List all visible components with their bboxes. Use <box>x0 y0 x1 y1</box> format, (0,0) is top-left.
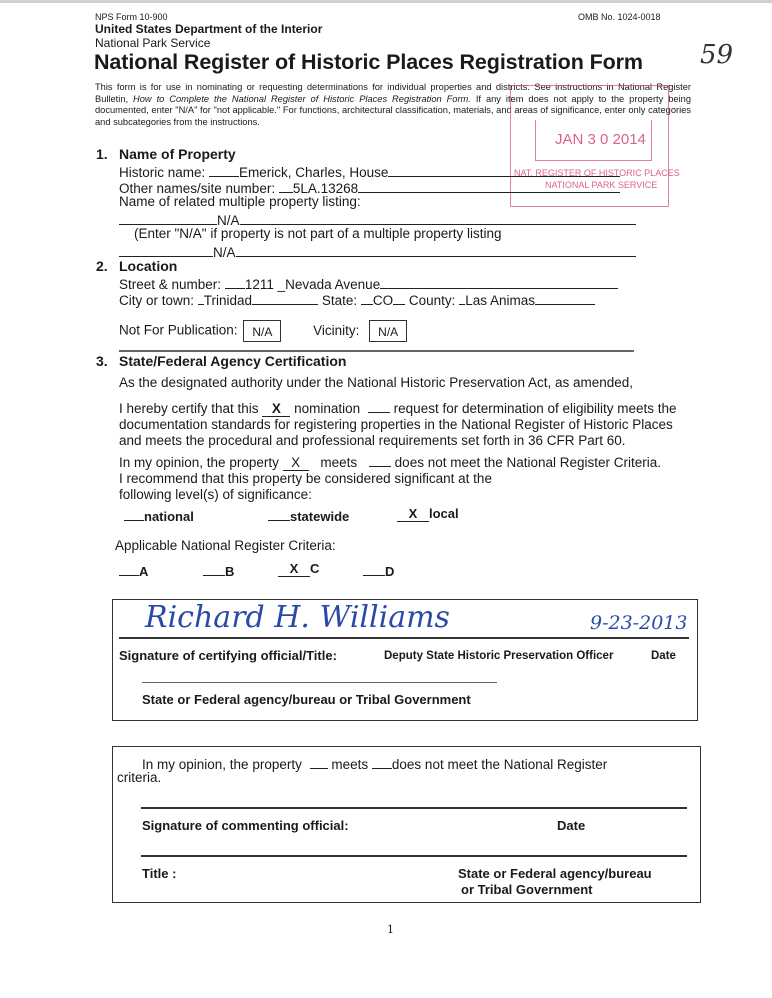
criteria-label: Applicable National Register Criteria: <box>115 538 336 553</box>
blank <box>535 290 595 305</box>
certifying-agency-label: State or Federal agency/bureau or Tribal Government <box>142 692 471 707</box>
commenting-criteria: criteria. <box>117 770 162 785</box>
criterion-a[interactable] <box>119 561 148 579</box>
state-label: State: <box>321 293 358 308</box>
criterion-c[interactable] <box>278 561 319 577</box>
related-listing-label: Name of related multiple property listing: <box>119 194 361 209</box>
level-statewide[interactable] <box>268 506 349 524</box>
request-determination-checkbox[interactable] <box>368 398 390 413</box>
county-value[interactable]: Las Animas <box>465 293 535 308</box>
stamp-line-2: NATIONAL PARK SERVICE <box>545 180 658 190</box>
signature-line <box>119 637 689 639</box>
blank <box>209 162 239 177</box>
vicinity-box[interactable]: N/A <box>369 320 407 342</box>
instructions-text-2: If any item does not apply to the property being documented, enter "N/A" for "not applicable." For functions, architectural classification, materials, and areas of significance, enter only categories and subcategories from the instructions. <box>95 93 691 127</box>
level-statewide-checkbox[interactable] <box>268 506 290 521</box>
instructions-text-1: This form is for use in nominating or requesting determinations for individual properties and districts. See instructions in National Register Bulletin, <box>95 82 691 104</box>
commenting-agency-label-2: or Tribal Government <box>461 882 593 897</box>
section-2-heading: Location <box>119 258 178 274</box>
certifying-title-value: Deputy State Historic Preservation Officer <box>384 650 614 662</box>
blank <box>279 178 293 193</box>
agency-line <box>142 682 497 683</box>
criterion-a-label: A <box>139 564 149 579</box>
other-names-value[interactable]: 5LA.13268 <box>292 181 359 196</box>
street-label: Street & number: <box>119 277 222 292</box>
enter-na-note: (Enter "N/A" if property is not part of a multiple property listing <box>134 226 502 241</box>
section-divider <box>119 350 634 352</box>
historic-name-label: Historic name: <box>119 165 206 180</box>
certify-rest: request for determination of eligibility meets the documentation standards for registering properties in the National Register of Historic Places and meets the procedural and professional requirements set forth in 36 CFR Part 60. <box>119 401 677 448</box>
state-value[interactable]: CO <box>372 293 394 308</box>
blank <box>393 290 405 305</box>
section-3-heading: State/Federal Agency Certification <box>119 353 347 369</box>
blank <box>252 290 318 305</box>
related-listing-value[interactable]: N/A <box>217 213 240 228</box>
criterion-d-checkbox[interactable] <box>363 561 385 576</box>
certifying-signature[interactable]: Richard H. Williams <box>145 600 450 635</box>
recommend-text: I recommend that this property be considered significant at the following level(s) of significance: <box>119 471 492 502</box>
commenting-opinion-rest: does not meet the National Register <box>391 757 608 772</box>
page-title: National Register of Historic Places Registration Form <box>94 50 643 74</box>
level-national-checkbox[interactable] <box>124 506 144 521</box>
nomination-checkbox[interactable]: X <box>262 401 290 417</box>
not-for-publication-box[interactable]: N/A <box>243 320 281 342</box>
blank <box>358 178 620 193</box>
section-1-heading: Name of Property <box>119 146 236 162</box>
criterion-a-checkbox[interactable] <box>119 561 139 576</box>
historic-name-value[interactable]: Emerick, Charles, House <box>239 165 389 180</box>
page-number: 1 <box>387 923 394 936</box>
criterion-c-checkbox[interactable]: X <box>278 561 310 577</box>
section-3-number: 3. <box>96 353 108 369</box>
handwritten-page-mark: 59 <box>700 40 734 70</box>
commenting-title-line <box>141 855 687 857</box>
opinion-prefix: In my opinion, the property <box>119 455 279 470</box>
bulletin-title: How to Complete the National Register of Historic Places Registration Form. <box>133 93 471 104</box>
omb-number: OMB No. 1024-0018 <box>578 12 661 22</box>
certification-paragraph <box>119 398 684 448</box>
not-for-publication-label: Not For Publication: <box>119 322 238 338</box>
authority-text: As the designated authority under the National Historic Preservation Act, as amended, <box>119 375 634 390</box>
nomination-label: nomination <box>294 401 361 416</box>
blank <box>240 210 636 225</box>
commenting-title-label: Title : <box>142 866 177 881</box>
certifying-date[interactable]: 9-23-2013 <box>590 612 688 634</box>
section-2-number: 2. <box>96 258 108 274</box>
blank <box>119 210 217 225</box>
commenting-meets-label: meets <box>331 757 369 772</box>
criterion-b[interactable] <box>203 561 234 579</box>
level-local[interactable] <box>397 506 459 522</box>
certifying-date-label: Date <box>651 650 676 662</box>
meets-checkbox[interactable]: X <box>283 455 309 471</box>
stamp-date: JAN 3 0 2014 <box>555 131 646 148</box>
section-1-number: 1. <box>96 146 108 162</box>
commenting-signature-line <box>141 807 687 809</box>
level-local-checkbox[interactable]: X <box>397 506 429 522</box>
stamp-line-1: NAT. REGISTER OF HISTORIC PLACES <box>514 168 680 178</box>
vicinity-label: Vicinity: <box>313 322 360 338</box>
scan-edge <box>0 0 772 3</box>
blank <box>388 162 620 177</box>
blank <box>225 274 245 289</box>
certifying-signature-label: Signature of certifying official/Title: <box>119 648 337 663</box>
criterion-d-label: D <box>385 564 395 579</box>
level-national[interactable] <box>124 506 194 524</box>
opinion-rest: does not meet the National Register Criteria. <box>394 455 662 470</box>
meets-label: meets <box>320 455 358 470</box>
criterion-b-checkbox[interactable] <box>203 561 225 576</box>
city-state-county-row <box>119 290 595 308</box>
commenting-opinion-line <box>142 754 607 772</box>
blank <box>236 242 636 257</box>
county-label: County: <box>408 293 456 308</box>
level-national-label: national <box>144 509 194 524</box>
commenting-signature-label: Signature of commenting official: <box>142 818 349 833</box>
blank <box>380 274 618 289</box>
city-label: City or town: <box>119 293 195 308</box>
level-statewide-label: statewide <box>290 509 350 524</box>
related-listing-value-2[interactable]: N/A <box>213 245 236 260</box>
department-name: United States Department of the Interior <box>95 22 323 36</box>
level-local-label: local <box>429 506 459 521</box>
city-value[interactable]: Trinidad <box>203 293 253 308</box>
agency-name: National Park Service <box>95 36 211 50</box>
publication-row <box>119 320 407 342</box>
blank <box>361 290 373 305</box>
criterion-d[interactable] <box>363 561 394 579</box>
commenting-date-label: Date <box>557 818 586 833</box>
form-number: NPS Form 10-900 <box>95 12 168 22</box>
commenting-opinion-prefix: In my opinion, the property <box>142 757 302 772</box>
other-names-label: Other names/site number: <box>119 181 276 196</box>
certify-prefix: I hereby certify that this <box>119 401 259 416</box>
commenting-meets-checkbox[interactable] <box>310 754 328 769</box>
street-value[interactable]: 1211 _Nevada Avenue <box>244 277 381 292</box>
commenting-agency-label-1: State or Federal agency/bureau <box>458 866 652 881</box>
criterion-b-label: B <box>225 564 235 579</box>
opinion-paragraph <box>119 452 684 502</box>
does-not-meet-checkbox[interactable] <box>369 452 391 467</box>
commenting-does-not-meet-checkbox[interactable] <box>372 754 392 769</box>
related-listing-row-2 <box>119 242 636 260</box>
blank <box>119 242 213 257</box>
criterion-c-label: C <box>310 561 320 576</box>
